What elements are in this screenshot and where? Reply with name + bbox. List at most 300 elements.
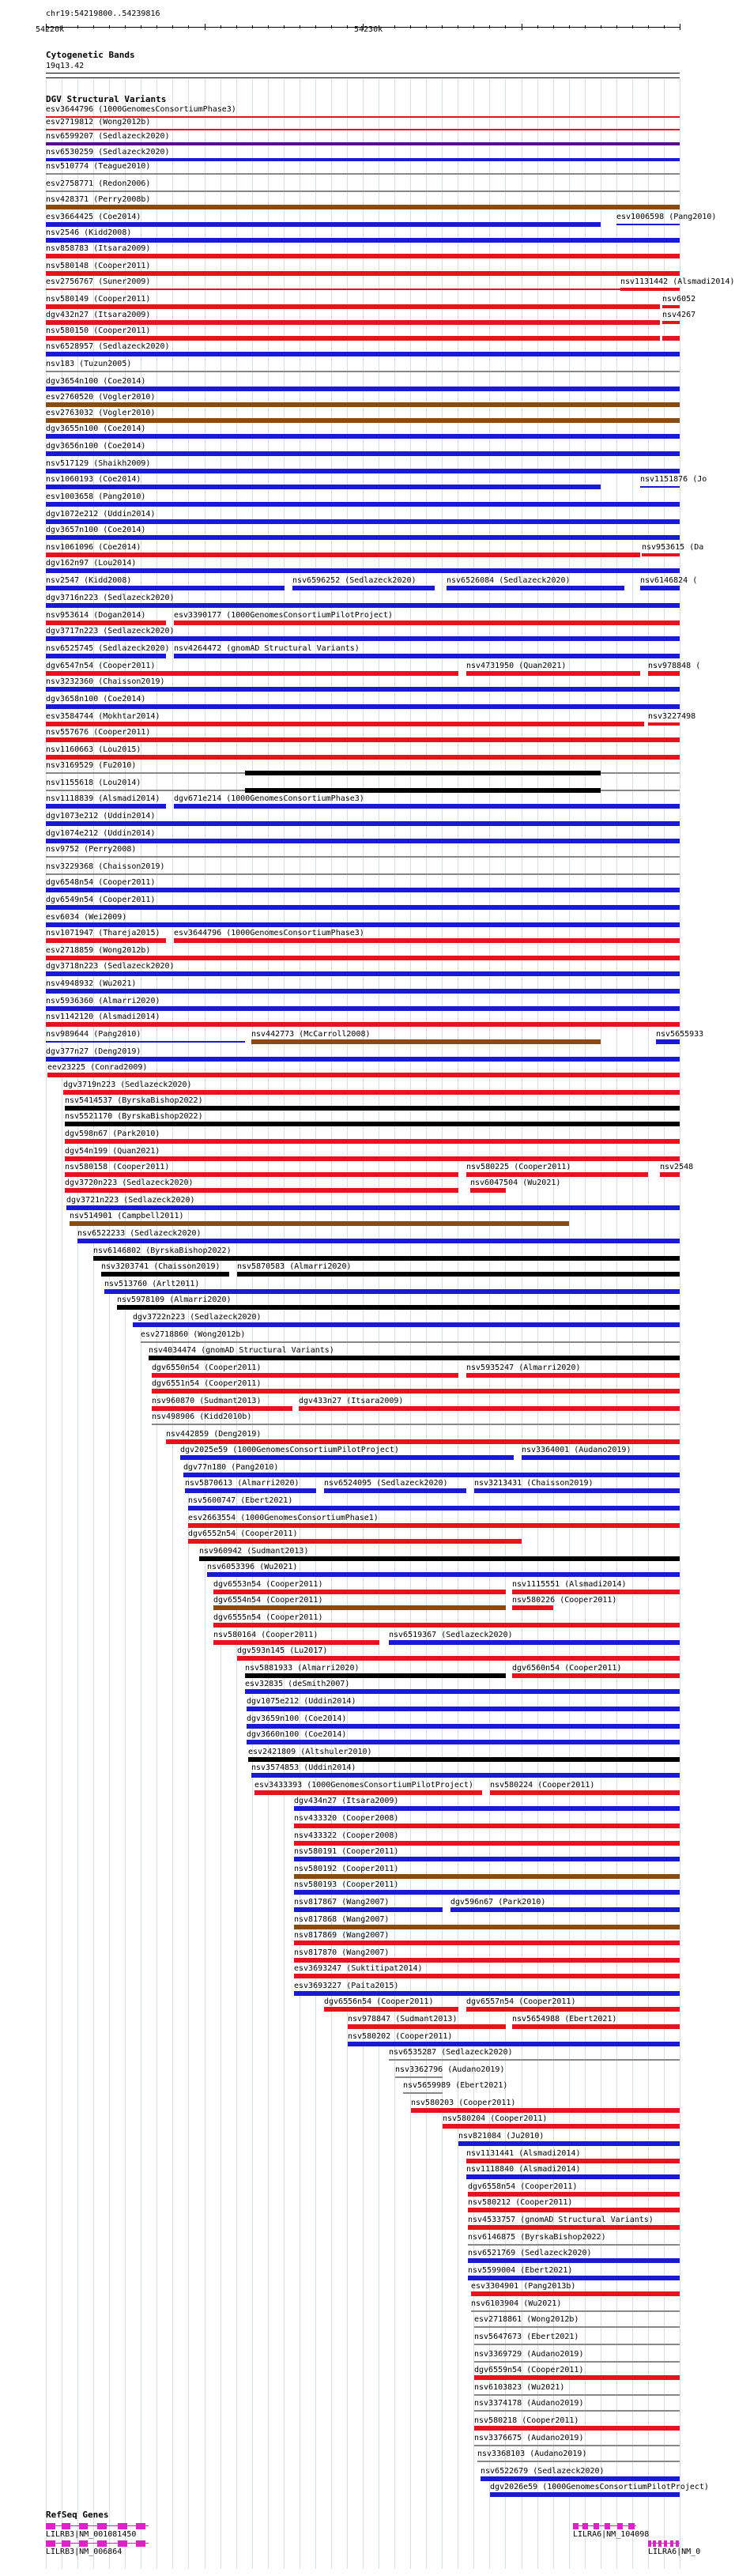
sv-label[interactable]: dgv3654n100 (Coe2014) bbox=[46, 377, 146, 386]
sv-label[interactable]: nsv514901 (Campbell2011) bbox=[70, 1212, 184, 1220]
sv-feature[interactable] bbox=[93, 1256, 680, 1261]
gene-label[interactable]: LILRA6|NM_104098 bbox=[573, 2530, 650, 2539]
sv-feature[interactable] bbox=[46, 888, 680, 892]
sv-label[interactable]: nsv580202 (Cooper2011) bbox=[348, 2032, 453, 2041]
sv-label[interactable]: nsv821084 (Ju2010) bbox=[458, 2132, 545, 2140]
sv-feature[interactable] bbox=[474, 1488, 680, 1493]
sv-feature[interactable] bbox=[213, 1590, 506, 1594]
sv-feature[interactable] bbox=[254, 1790, 482, 1795]
sv-feature[interactable] bbox=[46, 839, 680, 843]
sv-feature[interactable] bbox=[468, 2225, 680, 2230]
gene-label[interactable]: LILRB3|NM_001081450 bbox=[46, 2530, 137, 2539]
sv-feature[interactable] bbox=[474, 2410, 680, 2412]
sv-feature[interactable] bbox=[245, 1689, 680, 1694]
sv-feature[interactable] bbox=[662, 336, 680, 341]
sv-label[interactable]: dgv6549n54 (Cooper2011) bbox=[46, 896, 156, 904]
sv-feature[interactable] bbox=[63, 1090, 680, 1095]
sv-feature[interactable] bbox=[46, 222, 601, 227]
sv-label[interactable]: nsv1151876 (Jo bbox=[640, 475, 707, 484]
sv-label[interactable]: nsv2547 (Kidd2008) bbox=[46, 576, 132, 585]
sv-label[interactable]: esv3584744 (Mokhtar2014) bbox=[46, 712, 160, 721]
sv-feature[interactable] bbox=[47, 1073, 680, 1077]
gene-exon[interactable] bbox=[79, 2540, 89, 2547]
sv-feature[interactable] bbox=[104, 1289, 680, 1294]
sv-label[interactable]: nsv3169529 (Fu2010) bbox=[46, 761, 137, 770]
sv-feature[interactable] bbox=[46, 821, 680, 826]
sv-label[interactable]: dgv433n27 (Itsara2009) bbox=[299, 1397, 404, 1405]
sv-label[interactable]: nsv1118840 (Alsmadi2014) bbox=[466, 2165, 581, 2174]
sv-label[interactable]: esv3644796 (1000GenomesConsortiumPhase3) bbox=[46, 105, 236, 114]
sv-label[interactable]: nsv6596252 (Sedlazeck2020) bbox=[292, 576, 416, 585]
sv-feature[interactable] bbox=[620, 288, 680, 291]
sv-label[interactable]: nsv5600747 (Ebert2021) bbox=[188, 1496, 293, 1505]
sv-feature[interactable] bbox=[466, 2174, 680, 2179]
sv-feature[interactable] bbox=[395, 2076, 443, 2078]
sv-feature[interactable] bbox=[348, 2024, 506, 2029]
sv-feature[interactable] bbox=[46, 535, 680, 540]
sv-feature[interactable] bbox=[46, 586, 285, 590]
gene-exon[interactable] bbox=[676, 2540, 679, 2547]
sv-label[interactable]: nsv817867 (Wang2007) bbox=[294, 1898, 390, 1907]
sv-label[interactable]: dgv434n27 (Itsara2009) bbox=[294, 1797, 399, 1805]
gene-exon[interactable] bbox=[653, 2540, 656, 2547]
sv-label[interactable]: nsv557676 (Cooper2011) bbox=[46, 728, 151, 737]
gene-exon[interactable] bbox=[664, 2540, 667, 2547]
sv-feature[interactable] bbox=[294, 1806, 680, 1811]
sv-feature[interactable] bbox=[117, 1305, 680, 1310]
sv-label[interactable]: eev23225 (Conrad2009) bbox=[47, 1063, 148, 1072]
sv-label[interactable]: dgv3655n100 (Coe2014) bbox=[46, 424, 146, 433]
sv-feature[interactable] bbox=[46, 722, 644, 726]
sv-label[interactable]: nsv3376675 (Audano2019) bbox=[474, 2434, 584, 2442]
sv-label[interactable]: nsv5935247 (Almarri2020) bbox=[466, 1363, 581, 1372]
sv-feature[interactable] bbox=[46, 519, 680, 524]
sv-label[interactable]: nsv3369729 (Audano2019) bbox=[474, 2350, 584, 2359]
sv-feature[interactable] bbox=[245, 788, 601, 793]
sv-label[interactable]: nsv1160663 (Lou2015) bbox=[46, 745, 141, 754]
sv-label[interactable]: nsv4948932 (Wu2021) bbox=[46, 979, 137, 988]
sv-label[interactable]: dgv6547n54 (Cooper2011) bbox=[46, 662, 156, 670]
gene-exon[interactable] bbox=[46, 2523, 55, 2529]
sv-feature[interactable] bbox=[46, 352, 680, 356]
sv-label[interactable]: nsv433320 (Cooper2008) bbox=[294, 1814, 399, 1823]
gene-exon[interactable] bbox=[79, 2523, 89, 2529]
sv-feature[interactable] bbox=[152, 1406, 292, 1411]
sv-feature[interactable] bbox=[46, 254, 680, 258]
sv-feature[interactable] bbox=[616, 224, 680, 225]
sv-feature[interactable] bbox=[46, 922, 680, 927]
sv-feature[interactable] bbox=[512, 2024, 680, 2029]
sv-feature[interactable] bbox=[46, 205, 680, 209]
sv-label[interactable]: nsv580212 (Cooper2011) bbox=[468, 2198, 573, 2207]
sv-feature[interactable] bbox=[474, 2344, 680, 2345]
sv-feature[interactable] bbox=[46, 603, 680, 608]
sv-feature[interactable] bbox=[46, 938, 166, 943]
sv-feature[interactable] bbox=[188, 1523, 680, 1528]
sv-feature[interactable] bbox=[251, 1773, 680, 1778]
sv-label[interactable]: dgv6558n54 (Cooper2011) bbox=[468, 2182, 578, 2191]
sv-label[interactable]: nsv580192 (Cooper2011) bbox=[294, 1865, 399, 1873]
sv-label[interactable]: nsv6052 bbox=[662, 295, 696, 304]
sv-feature[interactable] bbox=[46, 687, 680, 692]
sv-label[interactable]: nsv2546 (Kidd2008) bbox=[46, 228, 132, 237]
sv-feature[interactable] bbox=[46, 434, 680, 439]
sv-label[interactable]: dgv3722n223 (Sedlazeck2020) bbox=[133, 1313, 262, 1322]
sv-label[interactable]: dgv1073e212 (Uddin2014) bbox=[46, 812, 156, 820]
gene-exon[interactable] bbox=[46, 2540, 55, 2547]
gene-exon[interactable] bbox=[573, 2523, 579, 2529]
gene-exon[interactable] bbox=[617, 2523, 623, 2529]
sv-label[interactable]: nsv513760 (Arlt2011) bbox=[104, 1280, 200, 1288]
sv-label[interactable]: nsv6522679 (Sedlazeck2020) bbox=[481, 2467, 605, 2476]
sv-feature[interactable] bbox=[662, 321, 680, 324]
sv-feature[interactable] bbox=[65, 1122, 680, 1126]
sv-label[interactable]: nsv5936360 (Almarri2020) bbox=[46, 997, 160, 1005]
sv-feature[interactable] bbox=[65, 1156, 680, 1161]
sv-label[interactable]: nsv5870613 (Almarri2020) bbox=[185, 1479, 300, 1488]
sv-label[interactable]: nsv989644 (Pang2010) bbox=[46, 1030, 141, 1039]
sv-feature[interactable] bbox=[46, 1006, 680, 1011]
sv-feature[interactable] bbox=[468, 2258, 680, 2263]
sv-label[interactable]: dgv3717n223 (Sedlazeck2020) bbox=[46, 627, 175, 636]
sv-feature[interactable] bbox=[247, 1724, 680, 1729]
sv-feature[interactable] bbox=[474, 2375, 680, 2380]
gene-exon[interactable] bbox=[594, 2523, 599, 2529]
sv-feature[interactable] bbox=[245, 1673, 506, 1678]
sv-feature[interactable] bbox=[247, 1740, 680, 1744]
sv-feature[interactable] bbox=[466, 1172, 648, 1177]
sv-label[interactable]: esv3664425 (Coe2014) bbox=[46, 213, 141, 221]
sv-label[interactable]: nsv5599004 (Ebert2021) bbox=[468, 2266, 573, 2275]
sv-label[interactable]: nsv6599207 (Sedlazeck2020) bbox=[46, 132, 170, 141]
sv-label[interactable]: esv3693227 (Paita2015) bbox=[294, 1982, 399, 1990]
sv-label[interactable]: nsv3229368 (Chaisson2019) bbox=[46, 862, 165, 871]
sv-feature[interactable] bbox=[294, 1958, 680, 1963]
sv-label[interactable]: nsv5978109 (Almarri2020) bbox=[117, 1296, 232, 1304]
sv-label[interactable]: nsv3213431 (Chaisson2019) bbox=[474, 1479, 594, 1488]
sv-feature[interactable] bbox=[65, 1139, 680, 1144]
sv-feature[interactable] bbox=[133, 1322, 680, 1327]
sv-feature[interactable] bbox=[66, 1205, 680, 1210]
sv-feature[interactable] bbox=[474, 2394, 680, 2396]
sv-feature[interactable] bbox=[166, 1439, 680, 1444]
sv-label[interactable]: dgv3720n223 (Sedlazeck2020) bbox=[65, 1179, 194, 1187]
sv-label[interactable]: esv3304901 (Pang2013b) bbox=[471, 2282, 576, 2291]
sv-label[interactable]: nsv6528957 (Sedlazeck2020) bbox=[46, 342, 170, 351]
sv-label[interactable]: nsv978847 (Sudmant2013) bbox=[348, 2015, 458, 2023]
sv-label[interactable]: nsv5654988 (Ebert2021) bbox=[512, 2015, 617, 2023]
sv-label[interactable]: nsv2548 bbox=[660, 1163, 694, 1171]
sv-feature[interactable] bbox=[640, 586, 680, 590]
sv-label[interactable]: nsv6526084 (Sedlazeck2020) bbox=[447, 576, 571, 585]
sv-feature[interactable] bbox=[46, 737, 680, 742]
sv-label[interactable]: nsv5881933 (Almarri2020) bbox=[245, 1664, 360, 1673]
gene-exon[interactable] bbox=[605, 2523, 610, 2529]
sv-feature[interactable] bbox=[294, 1874, 680, 1879]
sv-label[interactable]: dgv1072e212 (Uddin2014) bbox=[46, 510, 156, 519]
sv-label[interactable]: nsv1115551 (Alsmadi2014) bbox=[512, 1580, 627, 1589]
sv-label[interactable]: esv1006598 (Pang2010) bbox=[616, 213, 717, 221]
sv-label[interactable]: dgv1075e212 (Uddin2014) bbox=[247, 1697, 356, 1706]
sv-feature[interactable] bbox=[481, 2476, 680, 2481]
sv-label[interactable]: esv2663554 (1000GenomesConsortiumPhase1) bbox=[188, 1514, 379, 1522]
sv-label[interactable]: nsv580158 (Cooper2011) bbox=[65, 1163, 170, 1171]
sv-feature[interactable] bbox=[468, 2244, 680, 2246]
sv-feature[interactable] bbox=[101, 1272, 229, 1277]
sv-label[interactable]: nsv858783 (Itsara2009) bbox=[46, 244, 151, 253]
sv-feature[interactable] bbox=[294, 1841, 680, 1846]
sv-label[interactable]: nsv428371 (Perry2008b) bbox=[46, 195, 151, 204]
sv-label[interactable]: nsv1060193 (Coe2014) bbox=[46, 475, 141, 484]
sv-feature[interactable] bbox=[468, 2192, 680, 2197]
sv-label[interactable]: nsv3574853 (Uddin2014) bbox=[251, 1763, 356, 1772]
sv-feature[interactable] bbox=[294, 1824, 680, 1828]
sv-feature[interactable] bbox=[65, 1188, 458, 1193]
gene-exon[interactable] bbox=[118, 2523, 127, 2529]
sv-label[interactable]: nsv953614 (Dogan2014) bbox=[46, 611, 146, 620]
sv-feature[interactable] bbox=[324, 2007, 458, 2012]
sv-label[interactable]: esv2758771 (Redon2006) bbox=[46, 179, 151, 188]
sv-label[interactable]: dgv3716n223 (Sedlazeck2020) bbox=[46, 594, 175, 602]
sv-feature[interactable] bbox=[174, 620, 680, 625]
sv-label[interactable]: dgv3660n100 (Coe2014) bbox=[247, 1730, 347, 1739]
sv-feature[interactable] bbox=[46, 371, 680, 372]
sv-feature[interactable] bbox=[299, 1406, 680, 1411]
sv-feature[interactable] bbox=[46, 956, 680, 960]
sv-label[interactable]: dgv3718n223 (Sedlazeck2020) bbox=[46, 962, 175, 971]
sv-label[interactable]: esv2763032 (Vogler2010) bbox=[46, 409, 156, 417]
sv-feature[interactable] bbox=[292, 586, 435, 590]
sv-feature[interactable] bbox=[46, 654, 166, 658]
sv-label[interactable]: dgv6557n54 (Cooper2011) bbox=[466, 1997, 576, 2006]
sv-feature[interactable] bbox=[46, 873, 680, 875]
sv-feature[interactable] bbox=[46, 971, 680, 976]
gene-exon[interactable] bbox=[97, 2540, 107, 2547]
sv-feature[interactable] bbox=[656, 1039, 680, 1044]
sv-label[interactable]: nsv3374178 (Audano2019) bbox=[474, 2399, 584, 2408]
sv-feature[interactable] bbox=[294, 1974, 680, 1978]
sv-label[interactable]: nsv5521170 (ByrskaBishop2022) bbox=[65, 1112, 203, 1121]
sv-label[interactable]: nsv5647673 (Ebert2021) bbox=[474, 2333, 579, 2341]
sv-label[interactable]: nsv4533757 (gnomAD Structural Variants) bbox=[468, 2216, 654, 2224]
sv-feature[interactable] bbox=[471, 2291, 680, 2296]
sv-label[interactable]: nsv5414537 (ByrskaBishop2022) bbox=[65, 1096, 203, 1105]
sv-label[interactable]: nsv4034474 (gnomAD Structural Variants) bbox=[149, 1346, 334, 1355]
sv-label[interactable]: esv3433393 (1000GenomesConsortiumPilotProject) bbox=[254, 1781, 473, 1790]
sv-label[interactable]: esv3693247 (Suktitipat2014) bbox=[294, 1964, 423, 1973]
sv-feature[interactable] bbox=[46, 271, 680, 276]
sv-label[interactable]: dgv77n180 (Pang2010) bbox=[183, 1463, 279, 1472]
sv-label[interactable]: dgv6555n54 (Cooper2011) bbox=[213, 1613, 323, 1622]
sv-label[interactable]: nsv580148 (Cooper2011) bbox=[46, 262, 151, 270]
sv-label[interactable]: esv2760520 (Vogler2010) bbox=[46, 393, 156, 402]
sv-label[interactable]: nsv580193 (Cooper2011) bbox=[294, 1880, 399, 1889]
sv-feature[interactable] bbox=[149, 1356, 680, 1360]
sv-feature[interactable] bbox=[294, 1925, 680, 1929]
sv-feature[interactable] bbox=[477, 2461, 680, 2462]
sv-label[interactable]: nsv817870 (Wang2007) bbox=[294, 1948, 390, 1957]
sv-feature[interactable] bbox=[46, 755, 680, 760]
sv-label[interactable]: nsv6146802 (ByrskaBishop2022) bbox=[93, 1247, 232, 1255]
sv-feature[interactable] bbox=[213, 1605, 506, 1610]
sv-feature[interactable] bbox=[512, 1605, 553, 1610]
sv-feature[interactable] bbox=[46, 636, 680, 641]
sv-label[interactable]: nsv4267 bbox=[662, 311, 696, 319]
sv-label[interactable]: nsv580191 (Cooper2011) bbox=[294, 1847, 399, 1856]
sv-feature[interactable] bbox=[46, 856, 680, 858]
sv-label[interactable]: esv2718861 (Wong2012b) bbox=[474, 2315, 579, 2324]
sv-label[interactable]: dgv6552n54 (Cooper2011) bbox=[188, 1529, 298, 1538]
sv-label[interactable]: dgv6551n54 (Cooper2011) bbox=[152, 1379, 262, 1388]
sv-feature[interactable] bbox=[188, 1506, 680, 1511]
sv-feature[interactable] bbox=[174, 654, 680, 658]
sv-label[interactable]: dgv3658n100 (Coe2014) bbox=[46, 695, 146, 703]
sv-feature[interactable] bbox=[490, 1790, 680, 1795]
sv-feature[interactable] bbox=[152, 1389, 680, 1394]
sv-label[interactable]: nsv580226 (Cooper2011) bbox=[512, 1596, 617, 1605]
sv-feature[interactable] bbox=[474, 2361, 680, 2363]
sv-feature[interactable] bbox=[466, 2007, 680, 2012]
sv-feature[interactable] bbox=[443, 2124, 680, 2129]
sv-label[interactable]: nsv1061096 (Coe2014) bbox=[46, 543, 141, 552]
sv-feature[interactable] bbox=[640, 486, 680, 488]
sv-feature[interactable] bbox=[348, 2042, 680, 2046]
sv-feature[interactable] bbox=[474, 2445, 680, 2446]
sv-label[interactable]: dgv6559n54 (Cooper2011) bbox=[474, 2366, 584, 2374]
sv-feature[interactable] bbox=[474, 2326, 680, 2328]
sv-feature[interactable] bbox=[141, 1341, 680, 1343]
gene-exon[interactable] bbox=[670, 2540, 673, 2547]
sv-feature[interactable] bbox=[324, 1488, 466, 1493]
sv-label[interactable]: esv2718859 (Wong2012b) bbox=[46, 946, 151, 955]
sv-label[interactable]: nsv580203 (Cooper2011) bbox=[411, 2099, 516, 2107]
sv-label[interactable]: nsv4731950 (Quan2021) bbox=[466, 662, 567, 670]
sv-label[interactable]: nsv1131442 (Alsmadi2014) bbox=[620, 277, 735, 286]
sv-label[interactable]: nsv3362796 (Audano2019) bbox=[395, 2065, 505, 2074]
sv-feature[interactable] bbox=[474, 2426, 680, 2431]
sv-label[interactable]: dgv596n67 (Park2010) bbox=[450, 1898, 546, 1907]
sv-feature[interactable] bbox=[46, 1041, 245, 1043]
sv-feature[interactable] bbox=[65, 1172, 458, 1177]
sv-feature[interactable] bbox=[46, 190, 680, 192]
sv-label[interactable]: nsv3364001 (Audano2019) bbox=[522, 1446, 631, 1454]
sv-feature[interactable] bbox=[466, 2159, 680, 2163]
sv-feature[interactable] bbox=[46, 502, 680, 507]
sv-feature[interactable] bbox=[46, 1022, 680, 1027]
sv-label[interactable]: dgv54n199 (Quan2021) bbox=[65, 1147, 160, 1156]
sv-label[interactable]: nsv580204 (Cooper2011) bbox=[443, 2114, 548, 2123]
sv-feature[interactable] bbox=[46, 485, 601, 489]
sv-feature[interactable] bbox=[180, 1455, 514, 1460]
sv-label[interactable]: nsv6146824 ( bbox=[640, 576, 698, 585]
sv-label[interactable]: dgv377n27 (Deng2019) bbox=[46, 1047, 141, 1056]
sv-label[interactable]: nsv6522233 (Sedlazeck2020) bbox=[77, 1229, 202, 1238]
sv-feature[interactable] bbox=[174, 804, 680, 809]
sv-feature[interactable] bbox=[466, 1373, 680, 1378]
sv-label[interactable]: nsv580149 (Cooper2011) bbox=[46, 295, 151, 304]
sv-feature[interactable] bbox=[447, 586, 624, 590]
sv-feature[interactable] bbox=[512, 1673, 680, 1678]
sv-label[interactable]: nsv5870583 (Almarri2020) bbox=[237, 1262, 352, 1271]
sv-feature[interactable] bbox=[46, 1057, 680, 1062]
sv-label[interactable]: esv1003658 (Pang2010) bbox=[46, 492, 146, 501]
sv-feature[interactable] bbox=[65, 1106, 680, 1111]
sv-label[interactable]: nsv580150 (Cooper2011) bbox=[46, 326, 151, 335]
sv-feature[interactable] bbox=[389, 2059, 680, 2061]
gene-exon[interactable] bbox=[136, 2540, 145, 2547]
sv-feature[interactable] bbox=[46, 451, 680, 456]
sv-feature[interactable] bbox=[450, 1907, 680, 1912]
sv-label[interactable]: nsv5655933 bbox=[656, 1030, 704, 1039]
sv-label[interactable]: esv3644796 (1000GenomesConsortiumPhase3) bbox=[174, 929, 364, 937]
sv-feature[interactable] bbox=[660, 1172, 680, 1177]
sv-label[interactable]: dgv6550n54 (Cooper2011) bbox=[152, 1363, 262, 1372]
sv-label[interactable]: nsv442859 (Deng2019) bbox=[166, 1430, 262, 1439]
sv-label[interactable]: nsv6525745 (Sedlazeck2020) bbox=[46, 644, 170, 653]
sv-label[interactable]: nsv517129 (Shaikh2009) bbox=[46, 459, 151, 468]
sv-feature[interactable] bbox=[237, 1656, 680, 1661]
sv-feature[interactable] bbox=[207, 1572, 680, 1577]
sv-feature[interactable] bbox=[70, 1221, 569, 1226]
sv-label[interactable]: nsv580218 (Cooper2011) bbox=[474, 2416, 579, 2425]
gene-exon[interactable] bbox=[136, 2523, 145, 2529]
sv-label[interactable]: dgv2026e59 (1000GenomesConsortiumPilotProject) bbox=[490, 2483, 709, 2491]
sv-feature[interactable] bbox=[213, 1640, 379, 1645]
sv-label[interactable]: dgv6560n54 (Cooper2011) bbox=[512, 1664, 622, 1673]
gene-exon[interactable] bbox=[648, 2540, 651, 2547]
sv-label[interactable]: nsv4264472 (gnomAD Structural Variants) bbox=[174, 644, 360, 653]
sv-label[interactable]: dgv3656n100 (Coe2014) bbox=[46, 442, 146, 451]
gene-exon[interactable] bbox=[118, 2540, 127, 2547]
sv-label[interactable]: esv3390177 (1000GenomesConsortiumPilotProject) bbox=[174, 611, 393, 620]
sv-feature[interactable] bbox=[46, 905, 680, 910]
sv-feature[interactable] bbox=[46, 304, 660, 309]
sv-feature[interactable] bbox=[46, 553, 640, 557]
sv-label[interactable]: nsv433322 (Cooper2008) bbox=[294, 1831, 399, 1840]
sv-label[interactable]: dgv1074e212 (Uddin2014) bbox=[46, 829, 156, 838]
sv-label[interactable]: dgv432n27 (Itsara2009) bbox=[46, 311, 151, 319]
gene-label[interactable]: LILRB3|NM_006864 bbox=[46, 2548, 122, 2556]
sv-label[interactable]: nsv3227498 bbox=[648, 712, 696, 721]
gene-exon[interactable] bbox=[628, 2523, 634, 2529]
sv-feature[interactable] bbox=[294, 1907, 443, 1912]
sv-label[interactable]: dgv2025e59 (1000GenomesConsortiumPilotProject) bbox=[180, 1446, 399, 1454]
sv-label[interactable]: nsv1071947 (Thareja2015) bbox=[46, 929, 160, 937]
sv-label[interactable]: nsv1131441 (Alsmadi2014) bbox=[466, 2149, 581, 2158]
sv-label[interactable]: dgv671e214 (1000GenomesConsortiumPhase3) bbox=[174, 794, 364, 803]
sv-feature[interactable] bbox=[46, 142, 680, 145]
sv-feature[interactable] bbox=[245, 771, 601, 775]
sv-label[interactable]: nsv6530259 (Sedlazeck2020) bbox=[46, 148, 170, 157]
sv-feature[interactable] bbox=[468, 2276, 680, 2280]
sv-feature[interactable] bbox=[662, 305, 680, 308]
sv-feature[interactable] bbox=[642, 553, 680, 556]
sv-feature[interactable] bbox=[403, 2092, 443, 2094]
sv-label[interactable]: nsv6521769 (Sedlazeck2020) bbox=[468, 2249, 592, 2257]
sv-feature[interactable] bbox=[411, 2108, 680, 2113]
sv-label[interactable]: nsv5659989 (Ebert2021) bbox=[403, 2081, 508, 2090]
sv-label[interactable]: dgv593n145 (Lu2017) bbox=[237, 1646, 328, 1655]
sv-feature[interactable] bbox=[237, 1272, 680, 1277]
sv-feature[interactable] bbox=[470, 1188, 506, 1193]
sv-feature[interactable] bbox=[389, 1640, 680, 1645]
sv-feature[interactable] bbox=[490, 2492, 680, 2497]
sv-label[interactable]: nsv1142120 (Alsmadi2014) bbox=[46, 1013, 160, 1021]
sv-label[interactable]: nsv6524095 (Sedlazeck2020) bbox=[324, 1479, 448, 1488]
sv-label[interactable]: nsv3232360 (Chaisson2019) bbox=[46, 677, 165, 686]
sv-feature[interactable] bbox=[46, 387, 680, 391]
sv-feature[interactable] bbox=[247, 1707, 680, 1711]
